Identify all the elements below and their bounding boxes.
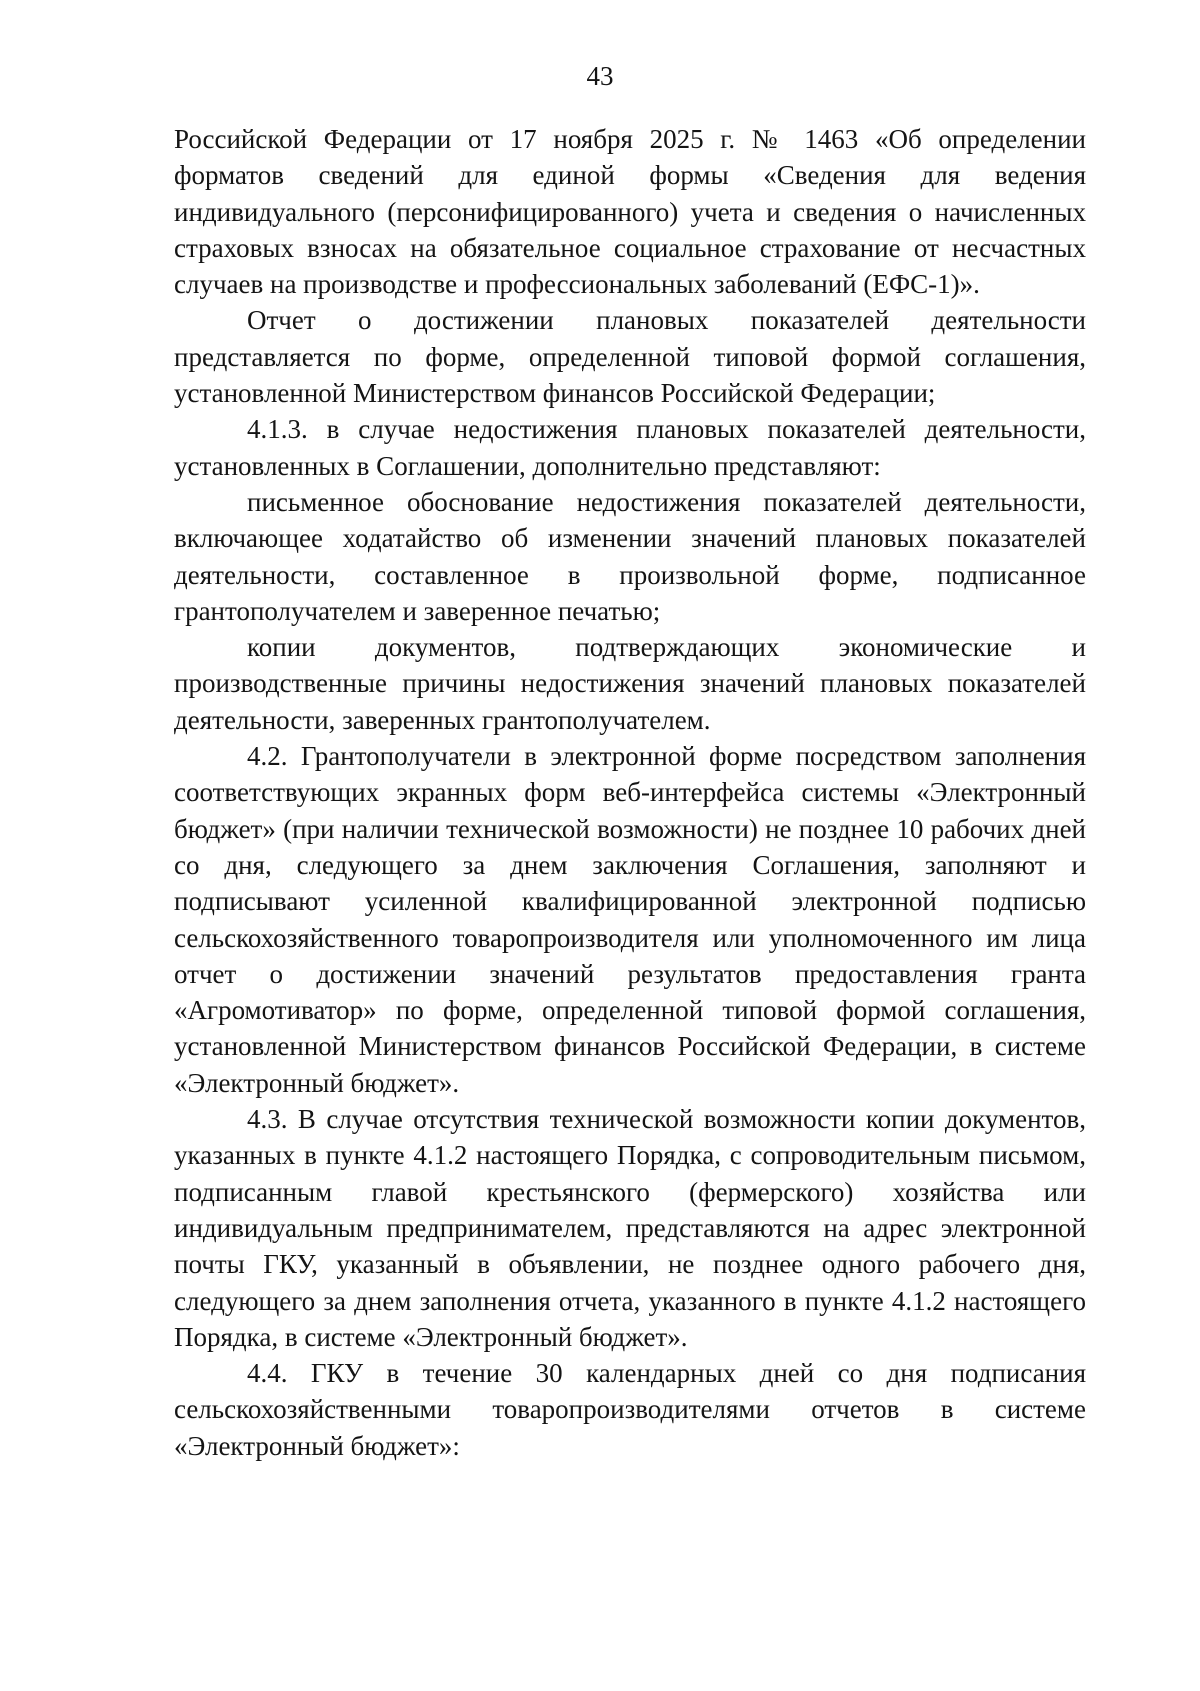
paragraph-document-copies: копии документов, подтверждающих экономические и производственные причины недостижения значений плановых показателей деятельности, заверенных грантополучателем. bbox=[174, 632, 1086, 735]
paragraph-4-2: 4.2. Грантополучатели в электронной форме посредством заполнения соответствующих экранных форм веб-интерфейса системы «Электронный бюджет» (при наличии технической возможности) не позднее 10 рабочих дней со дня, следующего за днем заключения Соглашения, заполняют и подписывают усиленной квалифицированной электронной подписью сельскохозяйственного товаропроизводителя или уполномоченного им лица отчет о достижении значений результатов предоставления гранта «Агромотиватор» по форме, определенной типовой формой соглашения, установленной Министерством финансов Российской Федерации, в системе «Электронный бюджет». bbox=[174, 741, 1086, 1098]
paragraph-written-justification: письменное обоснование недостижения показателей деятельности, включающее ходатайство об изменении значений плановых показателей деятельности, составленное в произвольной форме, подписанное грантополучателем и заверенное печатью; bbox=[174, 486, 1086, 626]
paragraph-report-form: Отчет о достижении плановых показателей деятельности представляется по форме, определенной типовой формой соглашения, установленной Министерством финансов Российской Федерации; bbox=[174, 305, 1086, 409]
page-number: 43 bbox=[586, 61, 614, 91]
paragraph-4-4: 4.4. ГКУ в течение 30 календарных дней со дня подписания сельскохозяйственными товаропроизводителями отчетов в системе «Электронный бюджет»: bbox=[174, 1358, 1086, 1461]
paragraph-4-3: 4.3. В случае отсутствия технической возможности копии документов, указанных в пункте 4.1.2 настоящего Порядка, с сопроводительным письмом, подписанным главой крестьянского (фермерского) хозяйства или индивидуальным предпринимателем, представляются на адрес электронной почты ГКУ, указанный в объявлении, не позднее одного рабочего дня, следующего за днем заполнения отчета, указанного в пункте 4.1.2 настоящего Порядка, в системе «Электронный бюджет». bbox=[174, 1104, 1086, 1352]
document-body bbox=[174, 121, 1086, 1464]
paragraph-continuation: Российской Федерации от 17 ноября 2025 г. № 1463 «Об определении форматов сведений для единой формы «Сведения для ведения индивидуального (персонифицированного) учета и сведения о начисленных страховых взносах на обязательное социальное страхование от несчастных случаев на производстве и профессиональных заболеваний (ЕФС-1)». bbox=[174, 124, 1086, 300]
paragraph-4-1-3: 4.1.3. в случае недостижения плановых показателей деятельности, установленных в Соглашении, дополнительно представляют: bbox=[174, 414, 1086, 481]
